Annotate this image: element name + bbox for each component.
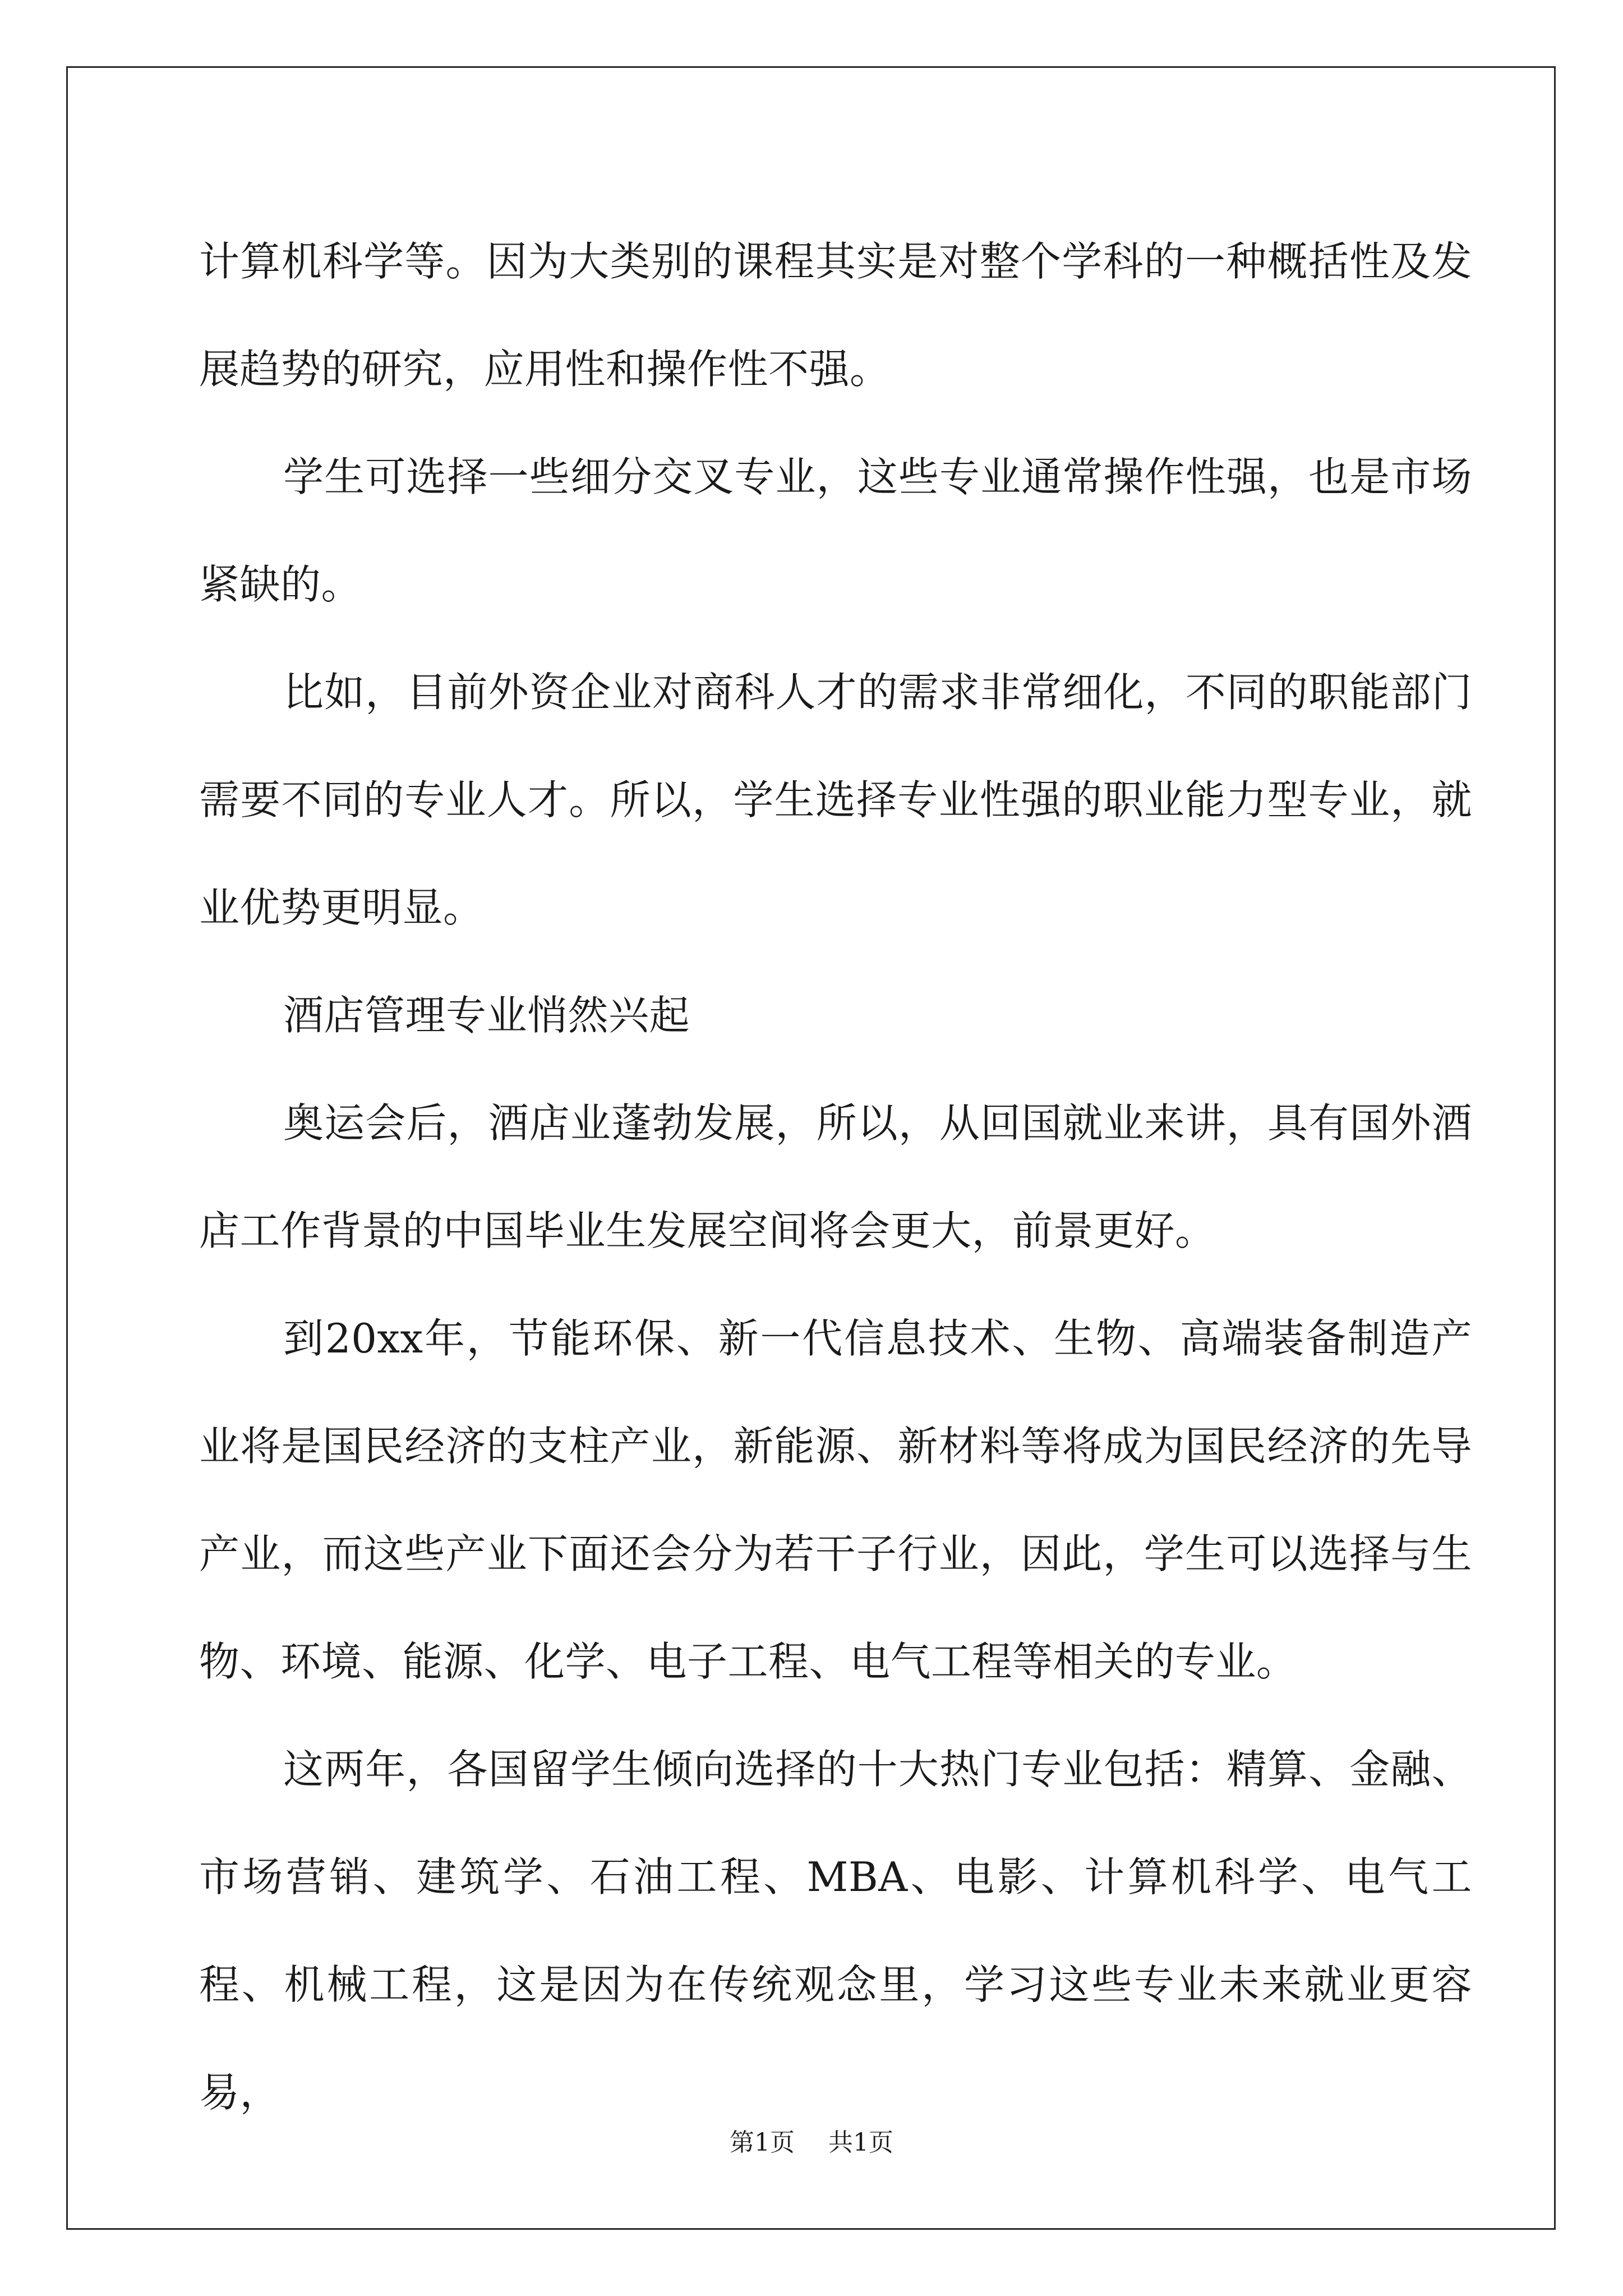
paragraph-1: 计算机科学等。因为大类别的课程其实是对整个学科的一种概括性及发展趋势的研究，应用性和操作性不强。 xyxy=(199,238,1472,393)
page-total: 共1页 xyxy=(828,2128,893,2157)
paragraph-2: 学生可选择一些细分交叉专业，这些专业通常操作性强，也是市场紧缺的。 xyxy=(199,453,1472,608)
page-number: 第1页 xyxy=(730,2128,795,2157)
paragraph-3: 比如，目前外资企业对商科人才的需求非常细化，不同的职能部门需要不同的专业人才。所以，学生选择专业性强的职业能力型专业，就业优势更明显。 xyxy=(199,669,1472,931)
paragraph-5: 奥运会后，酒店业蓬勃发展，所以，从回国就业来讲，具有国外酒店工作背景的中国毕业生发展空间将会更大，前景更好。 xyxy=(199,1099,1472,1254)
section-heading: 酒店管理专业悄然兴起 xyxy=(283,992,690,1039)
page-footer xyxy=(0,2126,1623,2160)
paragraph-7: 这两年，各国留学生倾向选择的十大热门专业包括：精算、金融、市场营销、建筑学、石油工程、MBA、电影、计算机科学、电气工程、机械工程，这是因为在传统观念里，学习这些专业未来就业更容易， xyxy=(199,1746,1472,2116)
paragraph-6: 到20xx年，节能环保、新一代信息技术、生物、高端装备制造产业将是国民经济的支柱产业，新能源、新材料等将成为国民经济的先导产业，而这些产业下面还会分为若干子行业，因此，学生可以选择与生物、环境、能源、化学、电子工程、电气工程等相关的专业。 xyxy=(199,1315,1472,1685)
document-body xyxy=(199,208,1472,2146)
